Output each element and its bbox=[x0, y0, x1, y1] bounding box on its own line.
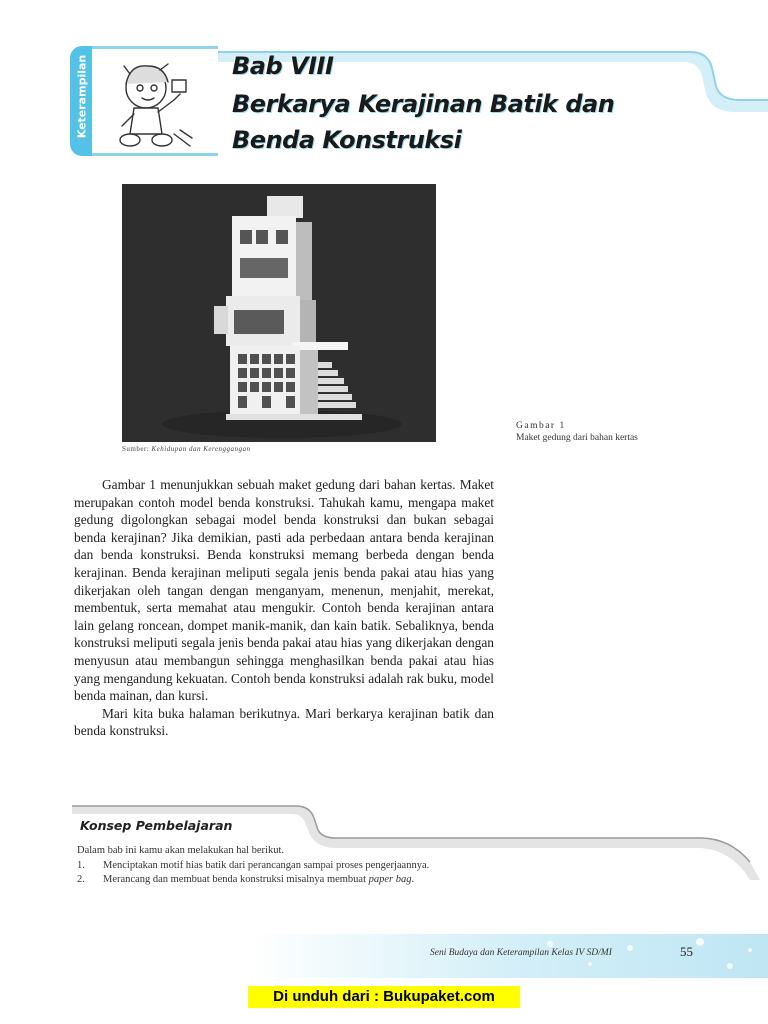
konsep-item-text: Menciptakan motif hias batik dari perancangan sampai proses pengerjaannya. bbox=[103, 860, 430, 871]
konsep-item-text-tail: . bbox=[411, 874, 415, 885]
konsep-item-emphasis: paper bag bbox=[368, 874, 412, 885]
body-paragraph-2: Mari kita buka halaman berikutnya. Mari berkarya kerajinan batik dan benda konstruksi. bbox=[74, 705, 494, 739]
photo-source-name: Kehidupan dan Kerenggangan bbox=[151, 445, 251, 453]
chapter-title-line1: Berkarya Kerajinan Batik dan bbox=[232, 90, 615, 118]
photo-source bbox=[122, 445, 251, 453]
konsep-item-number: 1. bbox=[77, 860, 85, 871]
page-number: 55 bbox=[680, 944, 693, 959]
chapter-number: Bab VIII bbox=[232, 52, 334, 80]
konsep-item-text bbox=[103, 873, 414, 887]
konsep-item-2 bbox=[77, 873, 429, 887]
body-paragraph-1: Gambar 1 menunjukkan sebuah maket gedung dari bahan kertas. Maket merupakan contoh model benda konstruksi. Tahukah kamu, mengapa maket gedung digolongkan sebagai model benda konstruksi dan bukan sebagai benda kerajinan? Jika demikian, pasti ada perbedaan antara benda kerajinan dan benda konstruksi. Benda konstruksi memang berbeda dengan benda kerajinan. Benda kerajinan meliputi segala jenis benda pakai atau hias yang dikerjakan oleh tangan dengan menganyam, menenun, menjahit, merekat, membentuk, serta memahat atau mengukir. Contoh benda kerajinan antara lain gelang roncean, dompet manik-manik, dan kain batik. Sebaliknya, benda konstruksi meliputi segala jenis benda pakai atau hias yang dikerjakan dengan menyusun atau membangun sehingga menghasilkan benda pakai atau hias yang mengandung kekuatan. Contoh benda konstruksi adalah rak buku, model benda mainan, dan kursi. bbox=[74, 477, 494, 704]
body-text bbox=[74, 476, 494, 740]
figure-caption-text: Maket gedung dari bahan kertas bbox=[516, 433, 638, 443]
konsep-item-1 bbox=[77, 859, 429, 873]
mascot-child-illustration bbox=[100, 54, 200, 152]
section-tab bbox=[70, 46, 92, 156]
download-source-banner: Di unduh dari : Bukupaket.com bbox=[248, 986, 520, 1008]
figure-caption bbox=[516, 420, 638, 444]
konsep-title: Konsep Pembelajaran bbox=[80, 818, 233, 833]
konsep-list bbox=[77, 859, 429, 887]
konsep-item-text-main: Merancang dan membuat benda konstruksi misalnya membuat bbox=[103, 874, 369, 885]
section-tab-label: Keterampilan bbox=[75, 54, 89, 139]
chapter-title-line2: Benda Konstruksi bbox=[232, 126, 462, 154]
konsep-intro: Dalam bab ini kamu akan melakukan hal berikut. bbox=[77, 845, 285, 856]
konsep-item-number: 2. bbox=[77, 874, 85, 885]
figure-caption-label: Gambar 1 bbox=[516, 421, 566, 431]
photo-source-prefix: Sumber: bbox=[122, 445, 152, 453]
paper-building-model-image bbox=[122, 184, 436, 442]
footer-book-title: Seni Budaya dan Keterampilan Kelas IV SD/MI bbox=[430, 948, 612, 958]
building-model-photo bbox=[122, 184, 436, 442]
